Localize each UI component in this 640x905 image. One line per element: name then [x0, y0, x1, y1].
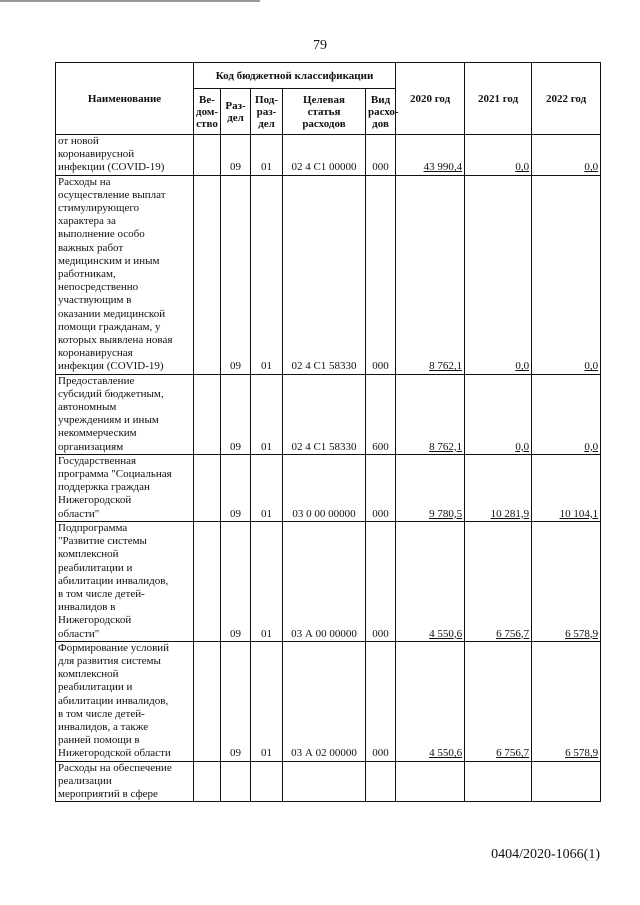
- header-podrazdel: Под- раз- дел: [251, 89, 283, 135]
- row-2020: [396, 761, 465, 802]
- row-target: 03 А 00 00000: [283, 521, 366, 641]
- header-budget-code: Код бюджетной классификации: [194, 63, 396, 89]
- row-podrazdel: 01: [251, 175, 283, 374]
- row-2021: 0,0: [515, 360, 530, 373]
- row-name: Подпрограмма "Развитие системы комплексной реабилитации и абилитации инвалидов, в том числе детей- инвалидов в Нижегородской области": [58, 521, 169, 640]
- row-2020: 4 550,6: [429, 627, 463, 640]
- row-target: 02 4 C1 58330: [283, 175, 366, 374]
- table-row: [56, 175, 601, 374]
- row-vid: 000: [366, 135, 396, 176]
- row-vid: 000: [366, 454, 396, 521]
- row-vid: 000: [366, 175, 396, 374]
- row-vid: 000: [366, 641, 396, 761]
- row-2022: 0,0: [584, 360, 599, 373]
- row-name: Предоставление субсидий бюджетным, автономным учреждениям и иным некоммерческим организациям: [58, 374, 164, 453]
- budget-table: [55, 62, 601, 802]
- row-podrazdel: 01: [251, 521, 283, 641]
- header-vid: Вид расхо- дов: [366, 89, 396, 135]
- row-2021: [465, 761, 532, 802]
- row-razdel: 09: [221, 454, 251, 521]
- row-podrazdel: 01: [251, 454, 283, 521]
- row-2022: 6 578,9: [565, 747, 599, 760]
- top-scan-rule: [0, 0, 260, 2]
- row-vid: 600: [366, 374, 396, 454]
- row-razdel: 09: [221, 521, 251, 641]
- row-target: 03 0 00 00000: [283, 454, 366, 521]
- row-name: от новой коронавирусной инфекции (COVID-19): [58, 135, 165, 174]
- row-podrazdel: 01: [251, 374, 283, 454]
- row-2020: 4 550,6: [429, 747, 463, 760]
- row-vid: [366, 761, 396, 802]
- row-podrazdel: 01: [251, 135, 283, 176]
- table-row: [56, 135, 601, 176]
- header-razdel: Раз- дел: [221, 89, 251, 135]
- header-name: Наименование: [56, 63, 194, 135]
- row-target: 02 4 C1 58330: [283, 374, 366, 454]
- row-vid: 000: [366, 521, 396, 641]
- row-2022: [532, 761, 601, 802]
- row-vedomstvo: [194, 521, 221, 641]
- row-vedomstvo: [194, 135, 221, 176]
- header-2021: 2021 год: [465, 63, 532, 135]
- row-2021: 0,0: [515, 440, 530, 453]
- table-row: [56, 761, 601, 802]
- row-razdel: 09: [221, 641, 251, 761]
- row-vedomstvo: [194, 454, 221, 521]
- row-2022: 10 104,1: [559, 507, 599, 520]
- row-razdel: 09: [221, 135, 251, 176]
- row-2021: 0,0: [515, 161, 530, 174]
- row-razdel: 09: [221, 374, 251, 454]
- row-target: 02 4 C1 00000: [283, 135, 366, 176]
- document-code: 0404/2020-1066(1): [491, 847, 600, 862]
- row-vedomstvo: [194, 641, 221, 761]
- row-podrazdel: [251, 761, 283, 802]
- row-name: Формирование условий для развития системы комплексной реабилитации и абилитации инвалидов, в том числе детей- инвалидов, а также ранней помощи в Нижегородской области: [58, 641, 171, 760]
- row-vedomstvo: [194, 761, 221, 802]
- row-target: [283, 761, 366, 802]
- table-row: [56, 641, 601, 761]
- row-2022: 0,0: [584, 440, 599, 453]
- row-2021: 6 756,7: [496, 627, 530, 640]
- table-row: [56, 454, 601, 521]
- row-2020: 43 990,4: [423, 161, 463, 174]
- table-row: [56, 374, 601, 454]
- row-name: Расходы на осуществление выплат стимулирующего характера за выполнение особо важных работ медицинским и иным работникам, непосредственно участвующим в оказании медицинской помощи гражданам, у которых выявлена новая коронавирусная инфекция (COVID-19): [58, 175, 173, 373]
- row-podrazdel: 01: [251, 641, 283, 761]
- row-2022: 6 578,9: [565, 627, 599, 640]
- row-2020: 8 762,1: [429, 440, 463, 453]
- row-razdel: [221, 761, 251, 802]
- page-number: 79: [313, 38, 327, 53]
- table-header: [56, 63, 601, 135]
- table-body: [56, 135, 601, 802]
- row-2021: 6 756,7: [496, 747, 530, 760]
- header-2022: 2022 год: [532, 63, 601, 135]
- row-2022: 0,0: [584, 161, 599, 174]
- row-vedomstvo: [194, 374, 221, 454]
- header-target: Целевая статья расходов: [283, 89, 366, 135]
- row-vedomstvo: [194, 175, 221, 374]
- row-target: 03 А 02 00000: [283, 641, 366, 761]
- row-2020: 8 762,1: [429, 360, 463, 373]
- header-2020: 2020 год: [396, 63, 465, 135]
- row-2020: 9 780,5: [429, 507, 463, 520]
- row-2021: 10 281,9: [490, 507, 530, 520]
- header-vedomstvo: Ве- дом- ство: [194, 89, 221, 135]
- table-row: [56, 521, 601, 641]
- row-name: Государственная программа "Социальная поддержка граждан Нижегородской области": [58, 454, 172, 520]
- row-razdel: 09: [221, 175, 251, 374]
- row-name: Расходы на обеспечение реализации мероприятий в сфере: [58, 761, 172, 800]
